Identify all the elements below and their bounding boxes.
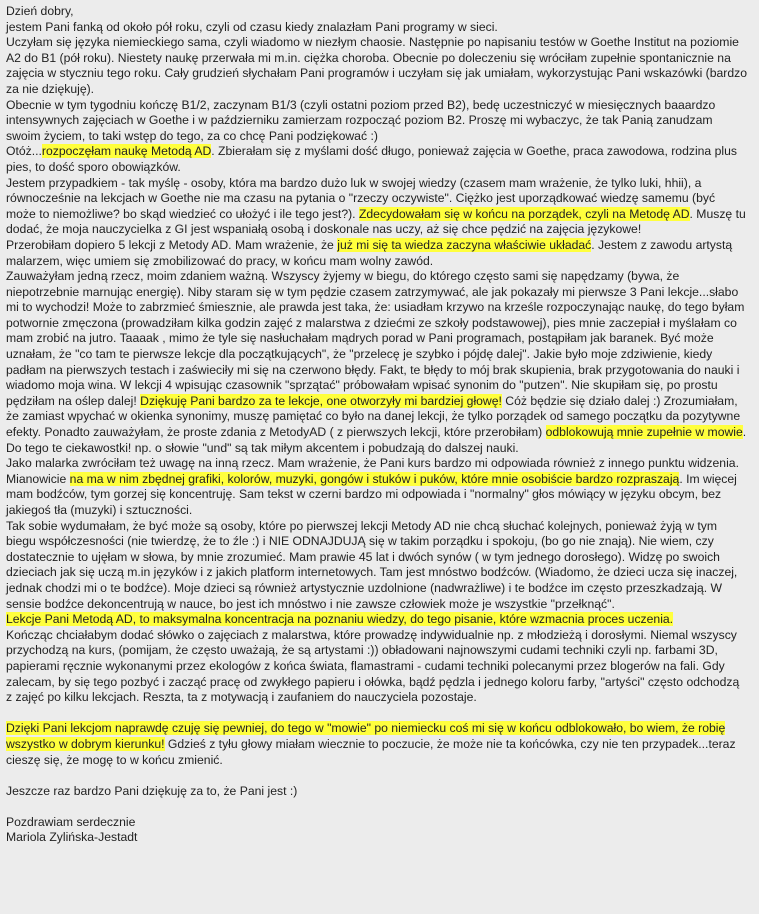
- letter-paragraph: [6, 176, 747, 238]
- text-run: . Do tego te ciekawostki! np. o słowie "und" są tak miłym akcentem i pobudzają do dalszej nauki.: [6, 425, 747, 455]
- letter-paragraph: [6, 98, 747, 145]
- letter-paragraph: [6, 20, 747, 36]
- text-run: Uczyłam się języka niemieckiego sama, czyli wiadomo w niezłym chaosie. Następnie po napisaniu testów w Goethe Institut na poziomie A2 do B1 (pół roku). Niestety naukę przerwała mi m.in. ciężka choroba. Obecnie po doleczeniu się wróciłam zupełnie spontanicznie na zajęcia w styczniu tego roku. Cały grudzień słychałam Pani programów i uczyłam się jak umiałam, wykorzystując Pani wskazówki (bardzo za nie dziękuję).: [6, 35, 748, 96]
- highlighted-text: Dziękuję Pani bardzo za te lekcje, one otworzyły mi bardziej głowę!: [140, 393, 502, 408]
- text-run: Otóż...: [6, 144, 42, 159]
- letter-paragraph: [6, 721, 747, 768]
- text-run: . Zbierałam się z myślami dość długo, ponieważ zajęcia w Goethe, praca zawodowa, rodzina plus pies, to dość sporo obowiązków.: [6, 144, 737, 174]
- text-run: Kończąc chciałabym dodać słówko o zajęciach z malarstwa, które prowadzę indywidualnie np. z młodzieżą i dorosłymi. Niemal wszyscy przychodzą na kurs, (pomijam, że często uważają, że są artystami :)) obładowani najnowszymi cudami techniki czyli np. farbami 3D, papierami ręcznie wykonanymi przez ekologów z końca świata, flamastrami - cudami techniki polecanymi przez blogerów na fali. Gdy zalecam, by się tego pozbyć i zacząć pracę od zwykłego papieru i ołówka, bądź pędzla i jednego koloru farby, "artyści" często odchodzą z zajęć po kilku lekcjach. Reszta, ta z motywacją i zaufaniem do nauczyciela pozostaje.: [6, 627, 740, 705]
- letter-paragraph: [6, 815, 747, 831]
- highlighted-text: odblokowują mnie zupełnie w mowie: [545, 425, 743, 440]
- text-run: Cóż będzie się działo dalej :) Zrozumiałam, że zamiast wpychać w okienka synonimy, muszę pamiętać co było na danej lekcji, że tylko porządek od samego początku da pozytywne efekty. Ponadto zauważyłam, że proste zdania z MetodyAD ( z pierwszych lekcji, które przerobiłam): [6, 393, 741, 440]
- letter-paragraph: [6, 144, 747, 175]
- highlighted-text: Lekcje Pani Metodą AD, to maksymalna koncentracja na poznaniu wiedzy, do tego pisanie, które wzmacnia proces uczenia.: [6, 612, 674, 627]
- letter-paragraph: [6, 238, 747, 269]
- text-run: . Muszę tu dodać, że moja nauczycielka z GI jest wspaniałą osobą i doskonale nas uczy, aż się chce pędzić na zajęcia językowe!: [6, 206, 746, 237]
- highlighted-text: Zdecydowałam się w końcu na porządek, czyli na Metodę AD: [358, 206, 690, 221]
- letter-paragraph: [6, 456, 747, 518]
- letter-paragraph: [6, 269, 747, 456]
- letter-paragraph: [6, 784, 747, 800]
- text-run: Jako malarka zwróciłam też uwagę na inną rzecz. Mam wrażenie, że Pani kurs bardzo mi odpowiada również z innego punktu widzenia. Mianowicie: [6, 456, 739, 486]
- letter-paragraph: [6, 35, 747, 97]
- text-run: . Jestem z zawodu artystą malarzem, więc umiem się zmobilizować do pracy, w końcu mam wolny zawód.: [6, 237, 733, 268]
- text-run: Tak sobie wydumałam, że być może są osoby, które po pierwszej lekcji Metody AD nie chcą słuchać kolejnych, ponieważ żyją w tym biegu współczesności (nie twierdzę, że to źle :) i NIE ODNAJDUJĄ się w takim porządku i spokoju, (bo go nie znają). Nie wiem, czy dostatecznie to ujęłam w słowa, by mnie zrozumieć. Mam prawie 45 lat i dwóch synów ( w tym jednego dorosłego). Widzę po swoich dzieciach jak się uczą m.in języków i z jakich platform internetowych. Tam jest mnóstwo bodźców. (Wiadomo, że dzieci ucza się inaczej, jednak chodzi mi o te bodźce). Moje dzieci są również artystycznie uzdolnione (nadwrażliwe) i te bodźce im często przeszkadzają. W sensie bodźce dekoncentrują w nauce, bo jest ich mnóstwo i nie zawsze człowiek może je wszystkie "przełknąć".: [6, 518, 738, 611]
- text-run: Pozdrawiam serdecznie: [6, 814, 136, 829]
- highlighted-text: rozpoczęłam naukę Metodą AD: [41, 144, 212, 159]
- letter-paragraph: [6, 519, 747, 613]
- text-run: Mariola Zylińska-Jestadt: [6, 830, 138, 845]
- letter-paragraph: [6, 830, 747, 846]
- text-run: Obecnie w tym tygodniu kończę B1/2, zaczynam B1/3 (czyli ostatni poziom przed B2), bedę uczestniczyć w miesięcznych baaardzo intensywnych zajęciach w Goethe i w październiku zamierzam rozpocząć poziom B2. Proszę mi wybaczyc, że tak Panią zanudzam swoim życiem, to taki wstęp do tego, za co chcę Pani podziękować :): [6, 97, 716, 143]
- text-run: Zauważyłam jedną rzecz, moim zdaniem ważną. Wszyscy żyjemy w biegu, do którego często sami się napędzamy (bywa, że niepotrzebnie marnując energię). Niby staram się w tym pędzie czasem zatrzymywać, ale jak pokazały mi pierwsze 3 Pani lekcje...słabo mi to wychodzi! Może to zabrzmieć śmiesznie, ale prawda jest taka, że: usiadłam krzywo na krześle rozpoczynając naukę, do tego byłam potwornie zmęczona (prowadziłam kilka godzin zajęć z malarstwa z dziećmi ze szkoły podstawowej), pies mnie zaczepiał i myślałam co mam zrobić na jutro. Taaaak , mimo że tyle się nasłuchałam mądrych porad w Pani programach, postąpiłam jak baranek. Być może uznałam, że "co tam te pierwsze lekcje dla początkujących", że "przelecę je szybko i pójdę dalej". Jakie było moje zdziwienie, kiedy padłam na pierwszych testach i zaświeciły mi się na czerwono błędy. Fakt, te błędy to mój brak skupienia, brak przygotowania do nauki i wiadomo moja wina. W lekcji 4 wpisując czasownik "sprzątać" próbowałam wpisać synonim do "putzen". Nie skupiłam się, po prostu pędziłam na oślep dalej!: [6, 269, 745, 408]
- text-run: Gdzieś z tyłu głowy miałam wiecznie to poczucie, że może nie ta końcówka, czy nie ten przypadek...teraz cieszę się, że mogę to w końcu zmienić.: [6, 736, 736, 767]
- text-run: Przerobiłam dopiero 5 lekcji z Metody AD. Mam wrażenie, że: [6, 237, 338, 252]
- letter-paragraph: [6, 628, 747, 706]
- letter-paragraph: [6, 4, 747, 20]
- letter-paragraph: [6, 612, 747, 628]
- text-run: jestem Pani fanką od około pół roku, czyli od czasu kiedy znalazłam Pani programy w sieci.: [6, 19, 498, 34]
- highlighted-text: na ma w nim zbędnej grafiki, kolorów, muzyki, gongów i stuków i puków, które mnie osobiście bardzo rozpraszają: [69, 471, 680, 486]
- highlighted-text: Dzięki Pani lekcjom naprawdę czuję się pewniej, do tego w "mowie" po niemiecku coś mi się w końcu odblokowało, bo wiem, że robię wszystko w dobrym kierunku!: [6, 721, 726, 751]
- text-run: Jeszcze raz bardzo Pani dziękuję za to, że Pani jest :): [6, 783, 298, 798]
- text-run: . Im więcej mam bodźców, tym gorzej się koncentruję. Sam tekst w czerni bardzo mi odpowiada i "normalny" głos mówiący w języku obcym, bez jakiegoś tła (muzyki) i sztuczności.: [6, 471, 737, 517]
- highlighted-text: już mi się ta wiedza zaczyna właściwie układać: [337, 237, 592, 252]
- text-run: Jestem przypadkiem - tak myślę - osoby, która ma bardzo dużo luk w swojej wiedzy (czasem mam wrażenie, że tylko luki, hhii), a równocześnie na lekcjach w Goethe nie ma czasu na pytania o "rzeczy oczywiste". Ciężko jest uporządkować wiedzę samemu (być może to niemożliwe? bo skąd wiedzieć co ułożyć i ile tego jest?).: [6, 175, 716, 221]
- text-run: Dzień dobry,: [6, 4, 74, 18]
